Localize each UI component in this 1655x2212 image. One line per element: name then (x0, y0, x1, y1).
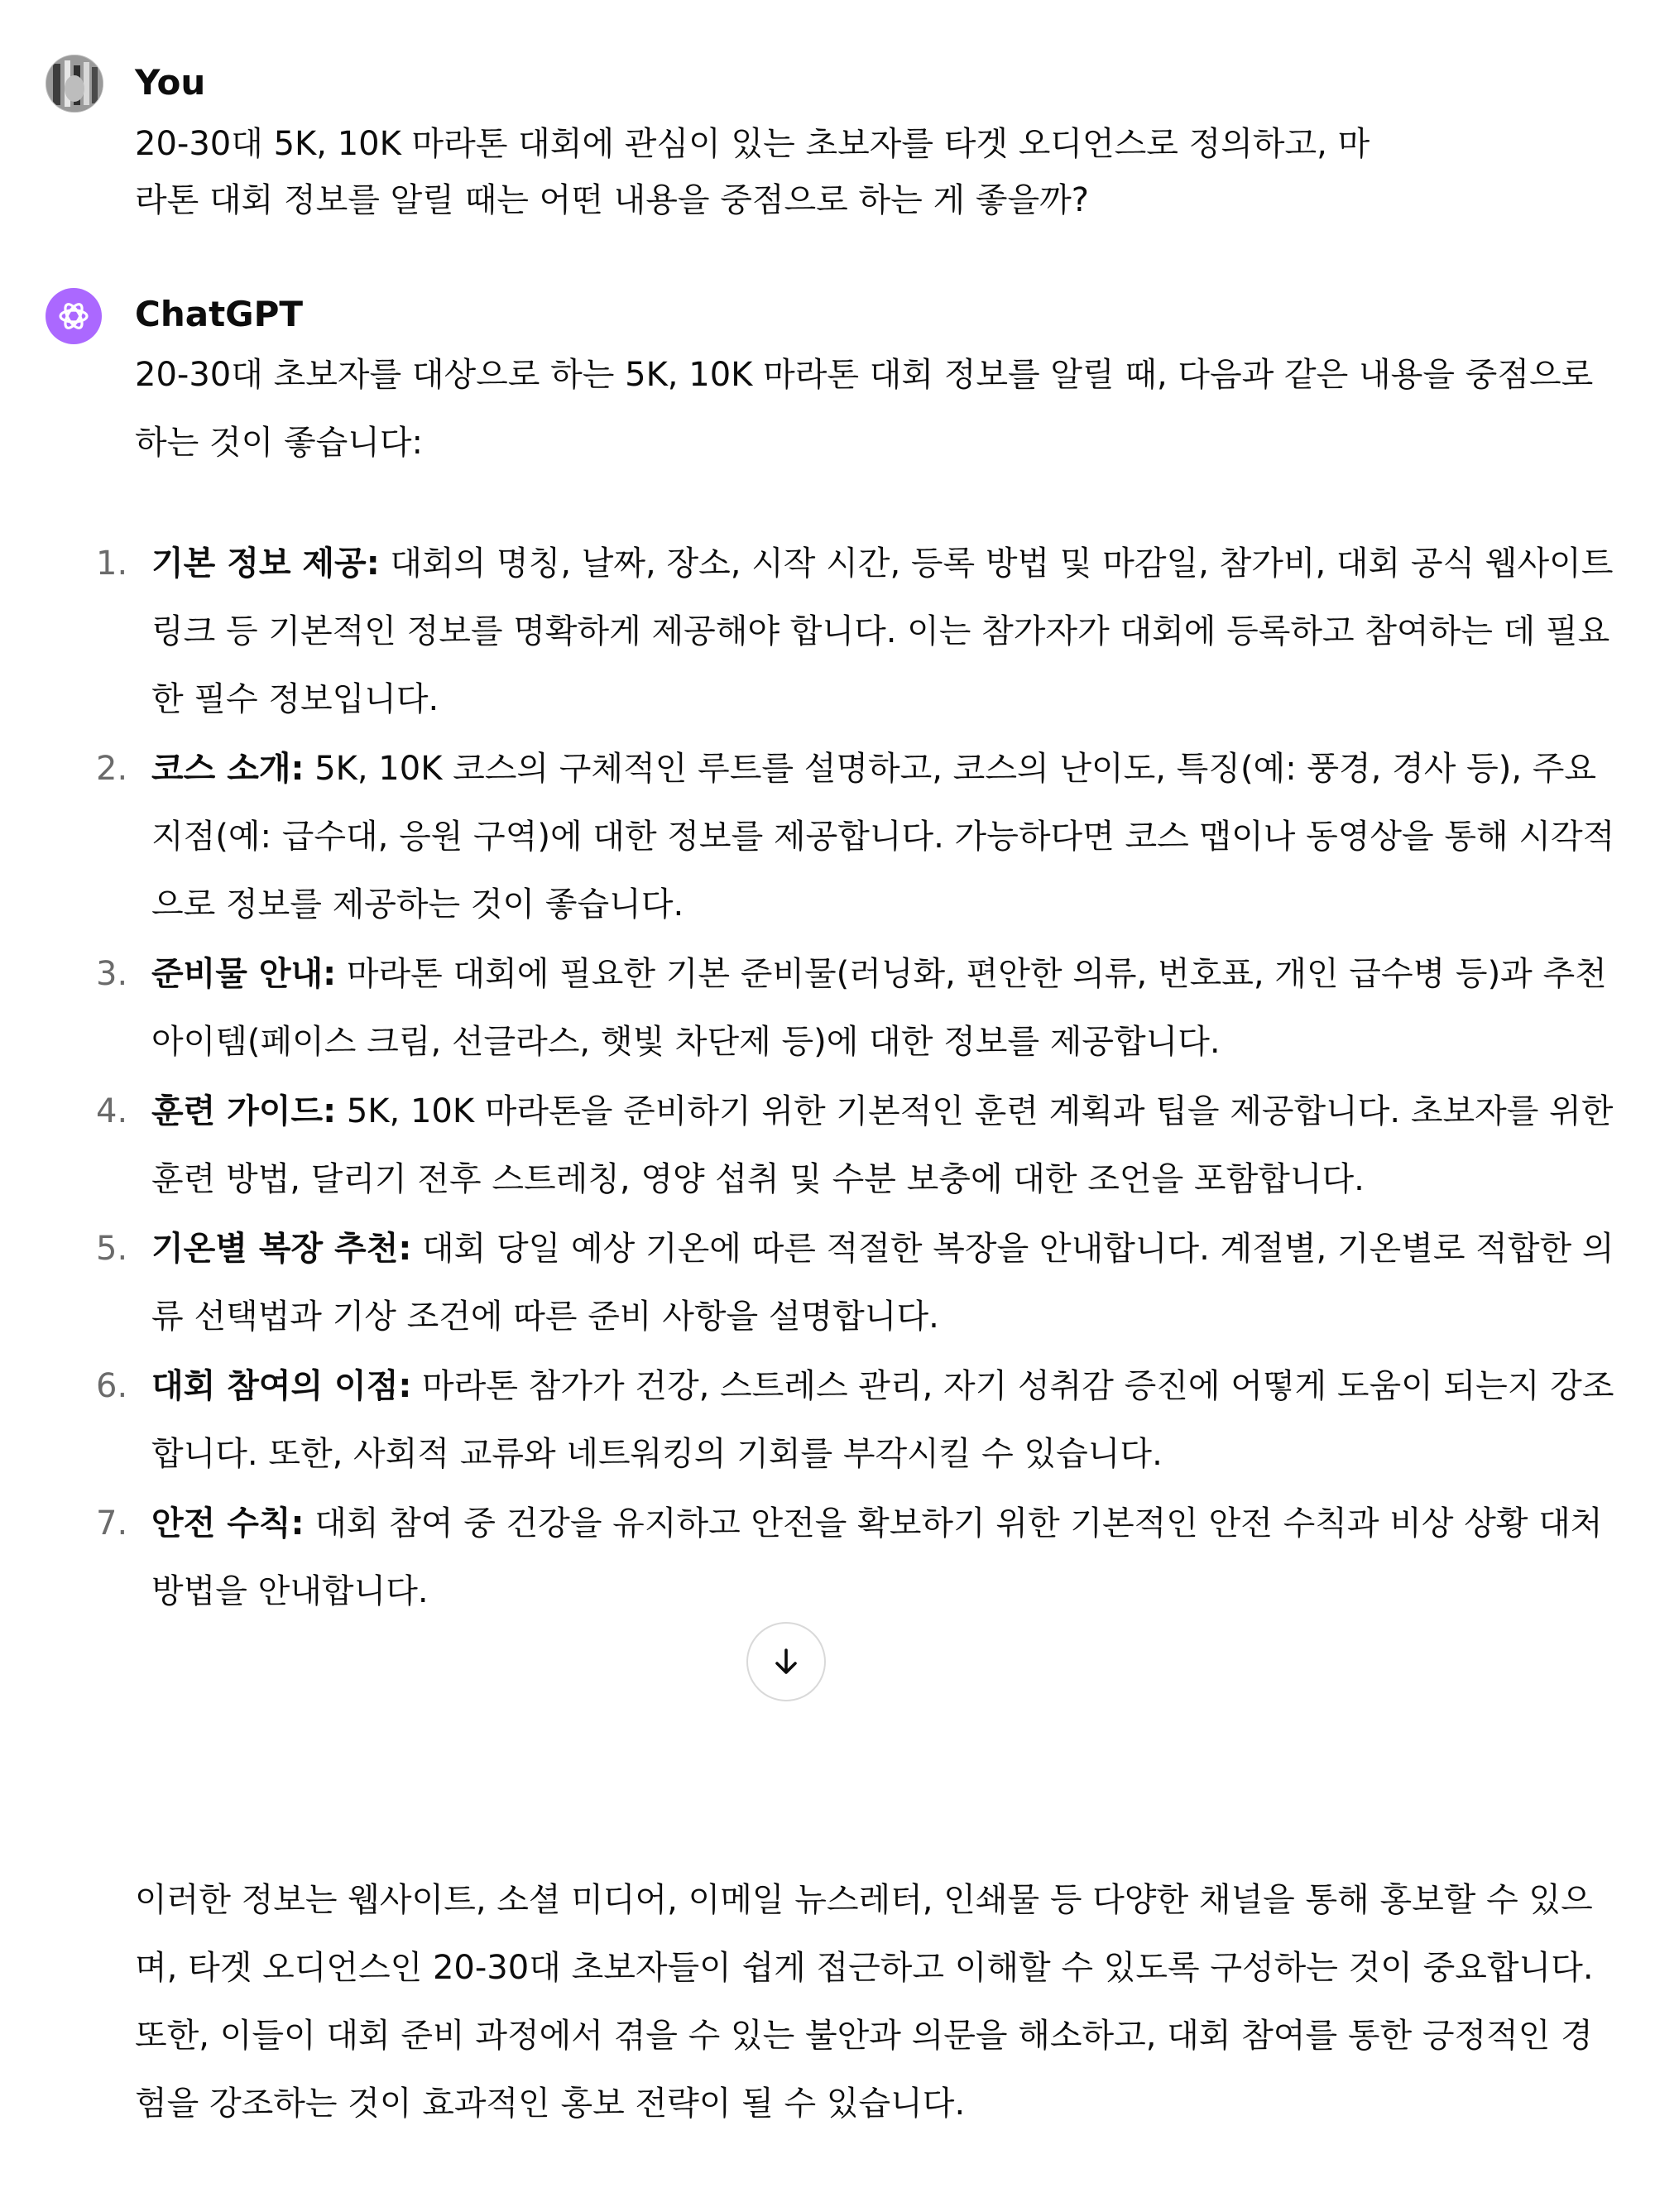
assistant-author-name: ChatGPT (135, 294, 304, 334)
list-text: 5K, 10K 코스의 구체적인 루트를 설명하고, 코스의 난이도, 특징(예: 풍경, 경사 등), 주요 지점(예: 급수대, 응원 구역)에 대한 정보를 제공합니다. 가능하다면 코스 맵이나 동영상을 통해 시각적으로 정보를 제공하는 것이 좋습니다. (151, 750, 1615, 924)
assistant-intro: 20-30대 초보자를 대상으로 하는 5K, 10K 마라톤 대회 정보를 알릴 때, 다음과 같은 내용을 중점으로 하는 것이 좋습니다: (135, 356, 1594, 462)
user-avatar[interactable] (46, 55, 103, 113)
assistant-avatar (46, 288, 102, 344)
user-message-line: 라톤 대회 정보를 알릴 때는 어떤 내용을 중점으로 하는 게 좋을까? (135, 181, 1090, 219)
list-item (0, 735, 1616, 938)
list-item (0, 1490, 1616, 1625)
list-number: 1. (96, 545, 128, 583)
assistant-list (0, 530, 1655, 1627)
list-item (0, 940, 1616, 1076)
list-item (0, 1215, 1616, 1351)
arrow-down-icon (770, 1645, 803, 1678)
list-number: 6. (96, 1367, 128, 1405)
list-number: 7. (96, 1504, 128, 1543)
list-text: 마라톤 참가가 건강, 스트레스 관리, 자기 성취감 증진에 어떻게 도움이 되는지 강조합니다. 또한, 사회적 교류와 네트워킹의 기회를 부각시킬 수 있습니다. (151, 1367, 1614, 1473)
list-term: 훈련 가이드: (151, 1092, 337, 1130)
assistant-closing: 이러한 정보는 웹사이트, 소셜 미디어, 이메일 뉴스레터, 인쇄물 등 다양한 채널을 통해 홍보할 수 있으며, 타겟 오디언스인 20-30대 초보자들이 쉽게 접근하고 이해할 수 있도록 구성하는 것이 중요합니다. 또한, 이들이 대회 준비 과정에서 겪을 수 있는 불안과 의문을 해소하고, 대회 참여를 통한 긍정적인 경험을 강조하는 것이 효과적인 홍보 전략이 될 수 있습니다. (135, 1881, 1594, 2123)
user-author-name: You (135, 62, 206, 103)
user-message-text (135, 116, 1600, 228)
list-term: 기본 정보 제공: (151, 545, 380, 583)
list-item (0, 1352, 1616, 1488)
list-number: 5. (96, 1230, 128, 1268)
list-number: 2. (96, 750, 128, 788)
user-avatar-photo-icon (46, 55, 103, 112)
list-number: 4. (96, 1092, 128, 1130)
list-number: 3. (96, 955, 128, 993)
list-text: 5K, 10K 마라톤을 준비하기 위한 기본적인 훈련 계획과 팁을 제공합니다. 초보자를 위한 훈련 방법, 달리기 전후 스트레칭, 영양 섭취 및 수분 보충에 대한 조언을 포함합니다. (151, 1092, 1614, 1198)
list-text: 대회 당일 예상 기온에 따른 적절한 복장을 안내합니다. 계절별, 기온별로 적합한 의류 선택법과 기상 조건에 따른 준비 사항을 설명합니다. (151, 1230, 1614, 1336)
list-term: 기온별 복장 추천: (151, 1230, 412, 1268)
list-term: 안전 수칙: (151, 1504, 305, 1543)
list-text: 대회 참여 중 건강을 유지하고 안전을 확보하기 위한 기본적인 안전 수칙과 비상 상황 대처 방법을 안내합니다. (151, 1504, 1603, 1610)
list-term: 코스 소개: (151, 750, 305, 788)
list-text: 마라톤 대회에 필요한 기본 준비물(러닝화, 편안한 의류, 번호표, 개인 급수병 등)과 추천 아이템(페이스 크림, 선글라스, 햇빛 차단제 등)에 대한 정보를 제공합니다. (151, 955, 1607, 1061)
list-item (0, 1077, 1616, 1213)
list-term: 준비물 안내: (151, 955, 337, 993)
list-term: 대회 참여의 이점: (151, 1367, 412, 1405)
openai-logo-icon (55, 298, 92, 334)
list-item (0, 530, 1616, 733)
list-text: 대회의 명칭, 날짜, 장소, 시작 시간, 등록 방법 및 마감일, 참가비, 대회 공식 웹사이트 링크 등 기본적인 정보를 명확하게 제공해야 합니다. 이는 참가자가 대회에 등록하고 참여하는 데 필요한 필수 정보입니다. (151, 545, 1614, 718)
user-message-line: 20-30대 5K, 10K 마라톤 대회에 관심이 있는 초보자를 타겟 오디언스로 정의하고, 마 (135, 125, 1370, 163)
scroll-to-bottom-button[interactable] (746, 1622, 826, 1701)
